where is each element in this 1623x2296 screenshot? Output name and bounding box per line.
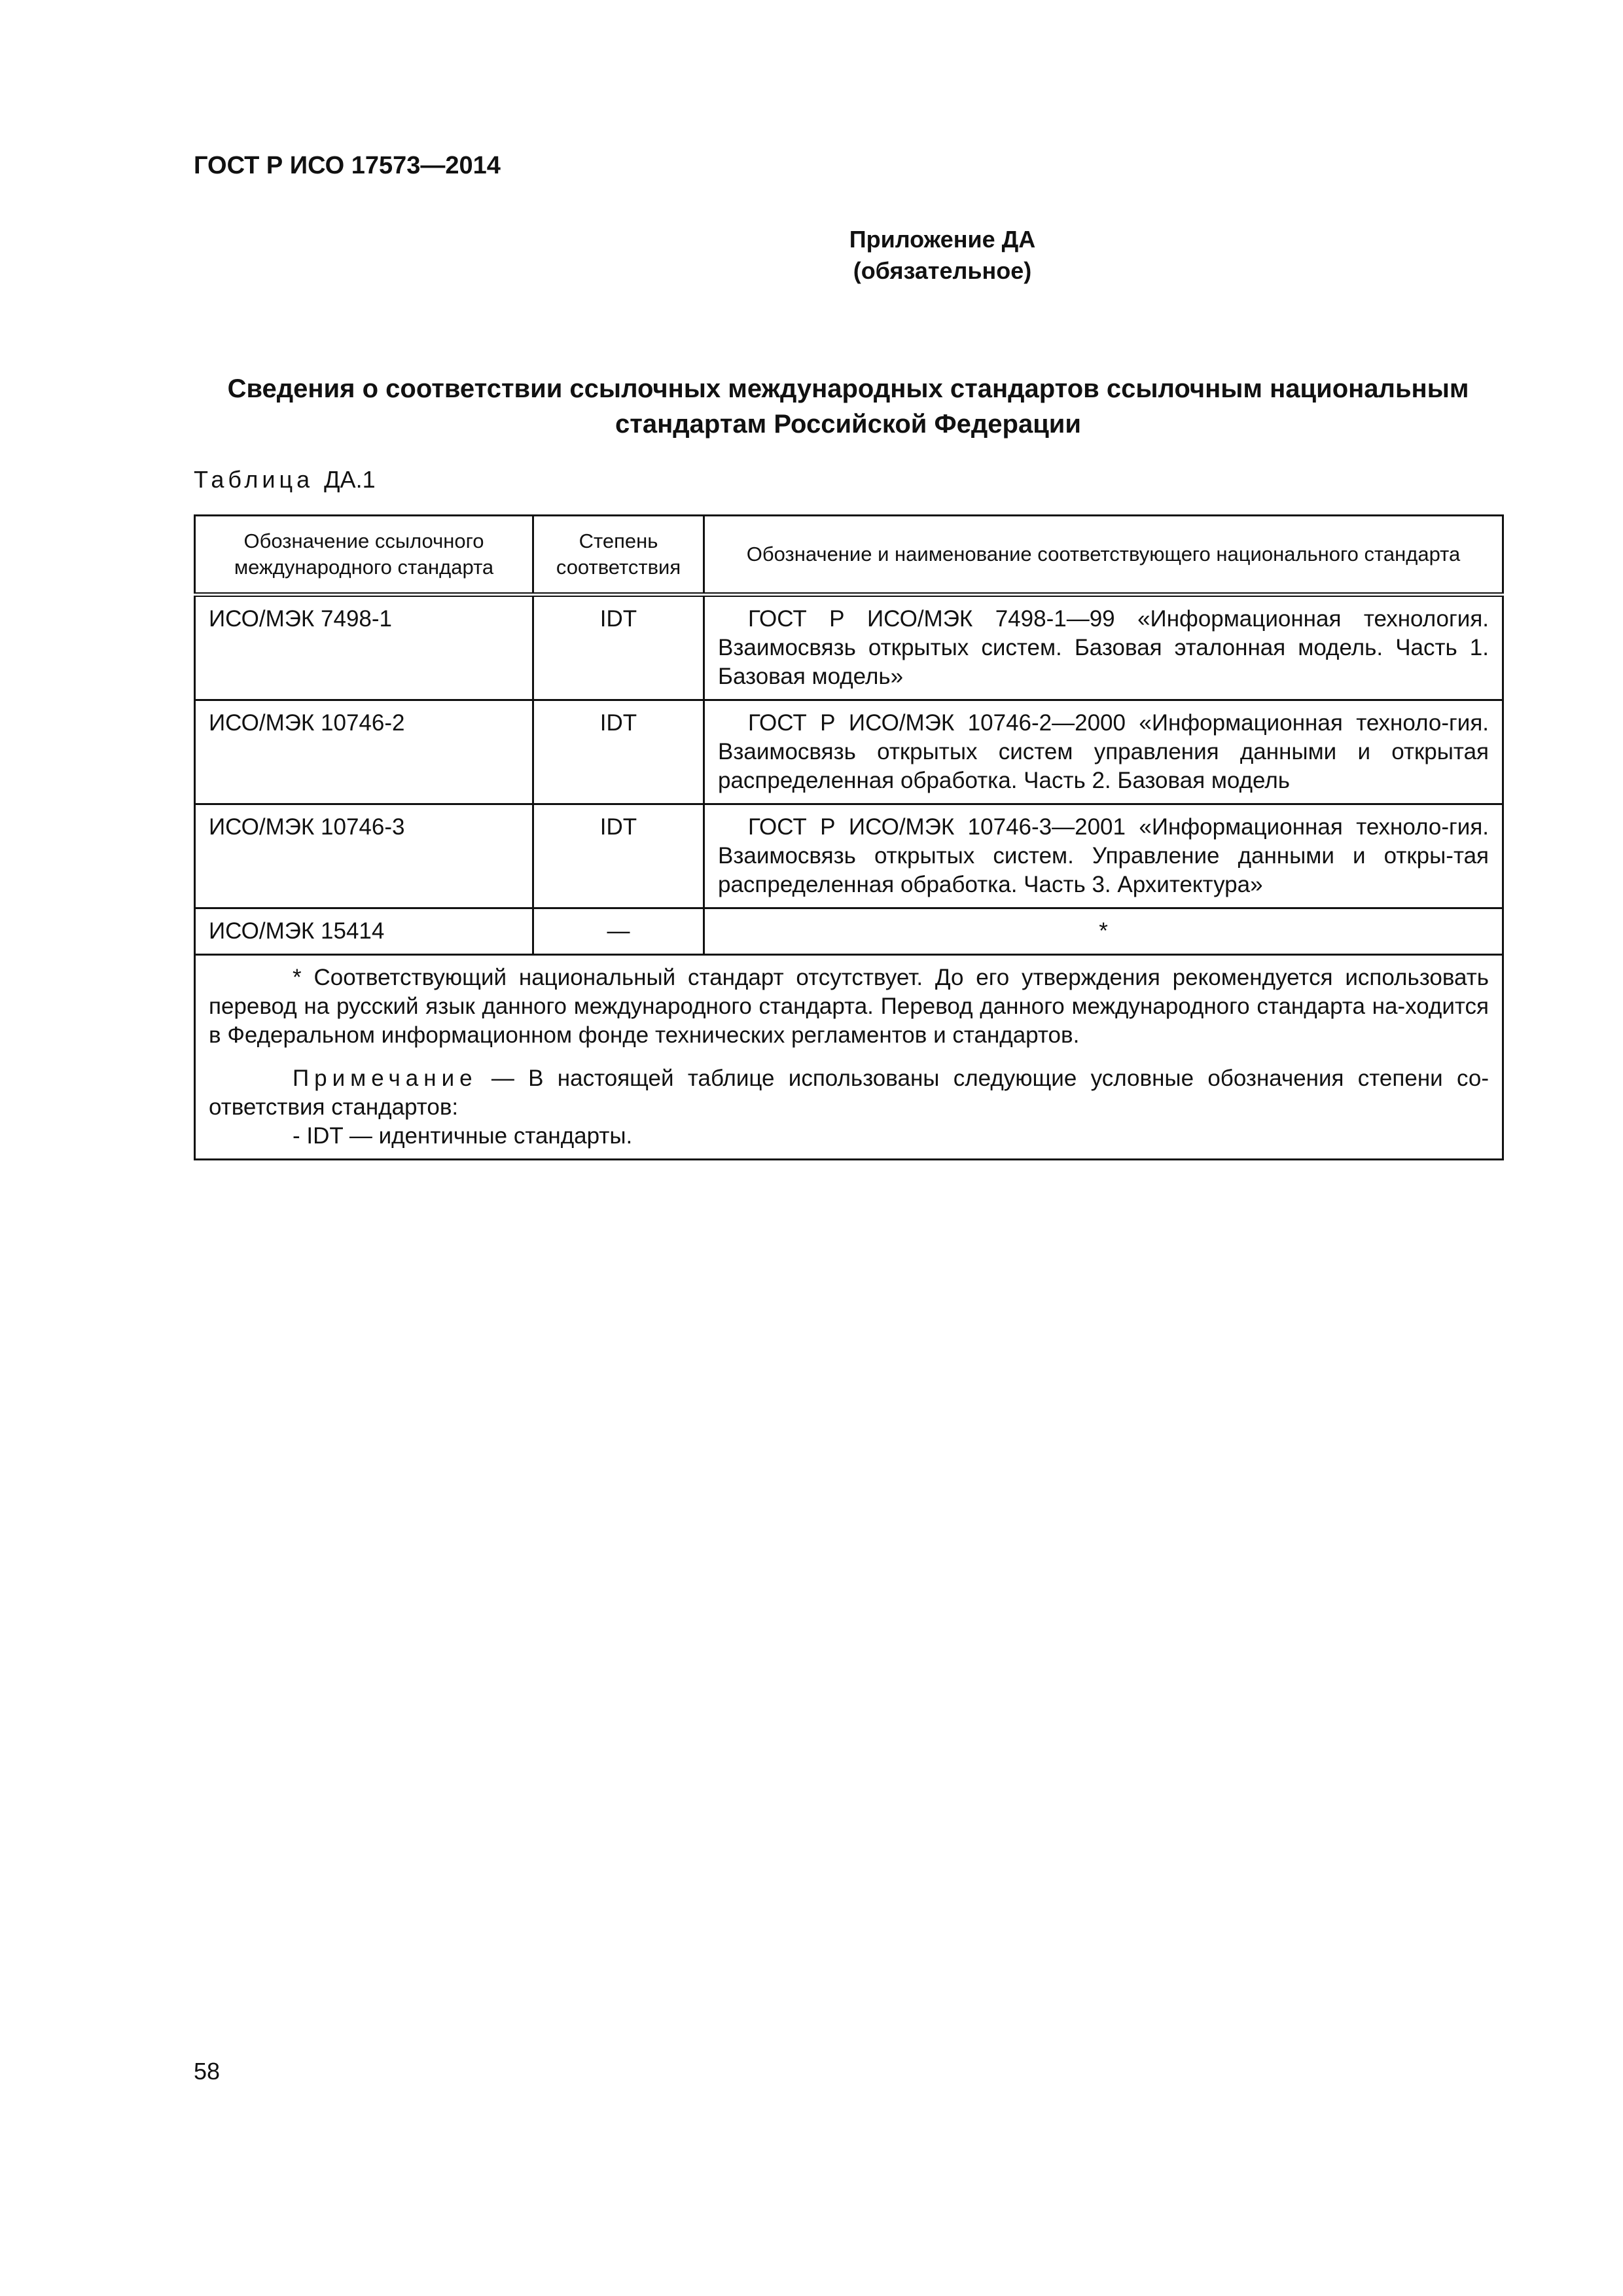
note-text: — В настоящей таблице использованы следующие условные обозначения степени со-ответствия стандартов: — [209, 1066, 1489, 1120]
page-number: 58 — [194, 2058, 221, 2085]
iso-designation-cell: ИСО/МЭК 10746-2 — [195, 700, 533, 804]
document-header: ГОСТ Р ИСО 17573—2014 — [194, 152, 501, 179]
table-row — [195, 700, 1503, 804]
national-standard-cell: ГОСТ Р ИСО/МЭК 7498-1—99 «Информационная технология. Взаимосвязь открытых систем. Базовая эталонная модель. Часть 1. Базовая модель» — [704, 595, 1503, 700]
note-item-idt: - IDT — идентичные стандарты. — [293, 1123, 633, 1149]
table-footnote: * Соответствующий национальный стандарт отсутствует. До его утверждения рекомендуется использовать перевод на русский язык данного международного стандарта. Перевод данного международного стандарта на-ходится в Федеральном информационном фонде технических регламентов и стандартов. — [209, 965, 1489, 1048]
annex-heading — [589, 224, 1296, 287]
section-title — [194, 371, 1503, 442]
table-caption-number: ДА.1 — [324, 466, 376, 493]
degree-cell: IDT — [533, 804, 704, 908]
national-standard-cell: ГОСТ Р ИСО/МЭК 10746-2—2000 «Информационная техноло-гия. Взаимосвязь открытых систем управления данными и открытая распределенная обработка. Часть 2. Базовая модель — [704, 700, 1503, 804]
section-title-line-2: стандартам Российской Федерации — [615, 410, 1081, 439]
annex-status: (обязательное) — [853, 257, 1032, 284]
table-header-row — [195, 516, 1503, 595]
table-notes-cell — [195, 955, 1503, 1160]
note-label: Примечание — [293, 1066, 478, 1091]
table-notes-row — [195, 955, 1503, 1160]
standards-correspondence-table — [194, 514, 1504, 1160]
section-title-line-1: Сведения о соответствии ссылочных международных стандартов ссылочным национальным — [227, 374, 1469, 403]
degree-cell: IDT — [533, 595, 704, 700]
national-standard-cell: * — [704, 908, 1503, 955]
iso-designation-cell: ИСО/МЭК 15414 — [195, 908, 533, 955]
iso-designation-cell: ИСО/МЭК 7498-1 — [195, 595, 533, 700]
table-note — [209, 1064, 1489, 1122]
header-iso-designation: Обозначение ссылочного международного стандарта — [195, 516, 533, 595]
table-caption — [194, 466, 376, 493]
table-caption-label: Таблица — [194, 466, 314, 493]
national-standard-cell: ГОСТ Р ИСО/МЭК 10746-3—2001 «Информационная техноло-гия. Взаимосвязь открытых систем. Управление данными и откры-тая распределенная обработка. Часть 3. Архитектура» — [704, 804, 1503, 908]
table-row — [195, 908, 1503, 955]
degree-cell: — — [533, 908, 704, 955]
header-degree: Степень соответствия — [533, 516, 704, 595]
annex-title: Приложение ДА — [849, 226, 1036, 253]
header-national-standard: Обозначение и наименование соответствующего национального стандарта — [704, 516, 1503, 595]
iso-designation-cell: ИСО/МЭК 10746-3 — [195, 804, 533, 908]
table-row — [195, 595, 1503, 700]
table-row — [195, 804, 1503, 908]
degree-cell: IDT — [533, 700, 704, 804]
